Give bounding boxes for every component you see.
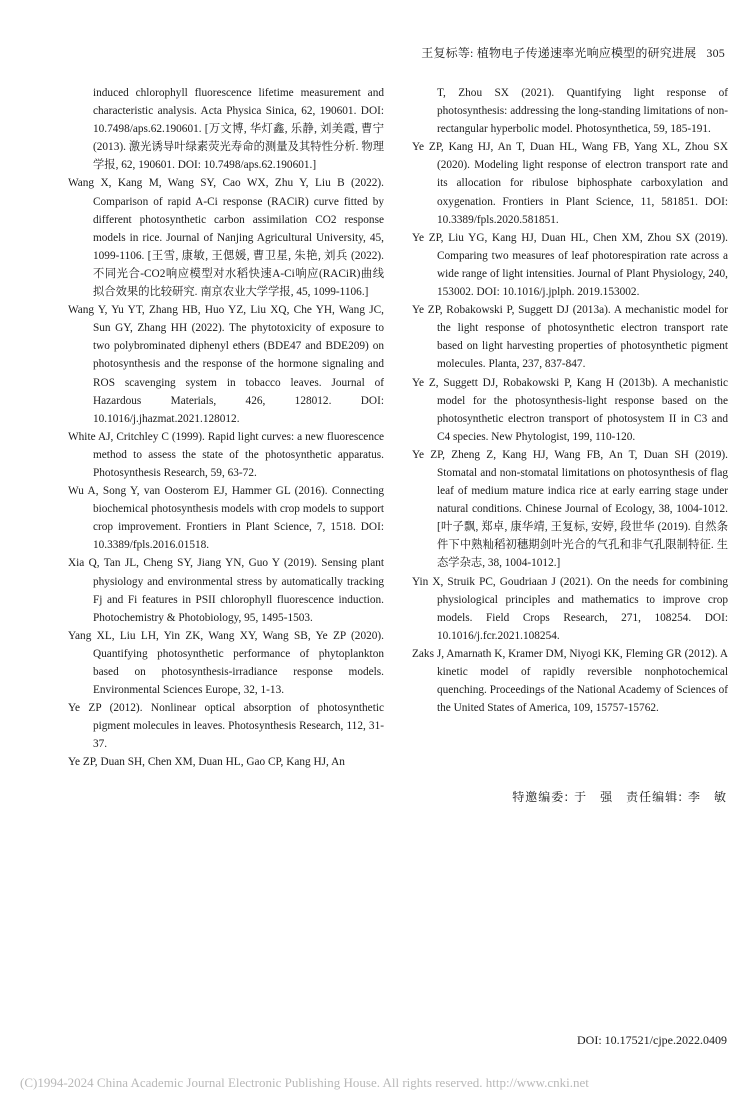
reference-item: Wu A, Song Y, van Oosterom EJ, Hammer GL (2016). Connecting biochemical photosynthesis models with crop models to support crop improvement. Frontiers in Plant Science, 7, 1518. DOI: 10.3389/fpls.2016.01518. — [68, 485, 384, 552]
reference-item: Wang Y, Yu YT, Zhang HB, Huo YZ, Liu XQ, Che YH, Wang JC, Sun GY, Zhang HH (2022). The phytotoxicity of exposure to two polybrominated diphenyl ethers (BDE47 and BDE209) on photosynthesis and the response of the hormone signaling and ROS scavenging system in tobacco leaves. Journal of Hazardous Materials, 426, 128012. DOI: 10.1016/j.jhazmat.2021.128012. — [68, 304, 384, 425]
references-right-column — [412, 84, 728, 717]
reference-item: Yang XL, Liu LH, Yin ZK, Wang XY, Wang SB, Ye ZP (2020). Quantifying photosynthetic performance of phytoplankton based on photosynthesis-irradiance response models. Environmental Sciences Europe, 32, 1-13. — [68, 629, 384, 697]
page-number: 305 — [706, 46, 725, 60]
running-title: 王复标等: 植物电子传递速率光响应模型的研究进展 — [421, 46, 697, 60]
reference-item: White AJ, Critchley C (1999). Rapid light curves: a new fluorescence method to assess the state of the photosynthetic apparatus. Photosynthesis Research, 59, 63-72. — [68, 430, 384, 479]
reference-item: induced chlorophyll fluorescence lifetime measurement and characteristic analysis. Acta Physica Sinica, 62, 190601. DOI: 10.7498/aps.62.190601. [万文博, 华灯鑫, 乐静, 刘美霞, 曹宁 (2013). 激光诱导叶绿素荧光寿命的测量及其特性分析. 物理学报, 62, 190601. DOI: 10.7498/aps.62.190601.] — [93, 87, 384, 172]
references-left-column — [68, 84, 384, 772]
reference-item: Ye ZP, Zheng Z, Kang HJ, Wang FB, An T, Duan SH (2019). Stomatal and non-stomatal limitations on photosynthesis of flag leaf of medium mature indica rice at early earring stage under natural conditions. Chinese Journal of Ecology, 38, 1004-1012. [叶子飘, 郑卓, 康华靖, 王复标, 安婷, 段世华 (2019). 自然条件下中熟籼稻初穗期剑叶光合的气孔和非气孔限制特征. 生态学杂志, 38, 1004-1012.] — [412, 448, 728, 570]
reference-item: T, Zhou SX (2021). Quantifying light response of photosynthesis: addressing the long-standing limitations of non-rectangular hyperbolic model. Photosynthetica, 59, 185-191. — [437, 87, 728, 136]
running-header — [421, 44, 725, 61]
reference-item: Ye Z, Suggett DJ, Robakowski P, Kang H (2013b). A mechanistic model for the photosynthesis-light response based on the photosynthetic electron transport of photosystem II in C3 and C4 species. New Phytologist, 199, 110-120. — [412, 376, 728, 443]
reference-item: Ye ZP, Liu YG, Kang HJ, Duan HL, Chen XM, Zhou SX (2019). Comparing two measures of leaf photorespiration rate across a wide range of light intensities. Journal of Plant Physiology, 240, 153002. DOI: 10.1016/j.jplph. 2019.153002. — [412, 231, 728, 299]
editor-credits: 特邀编委: 于 强 责任编辑: 李 敏 — [512, 790, 727, 804]
reference-item: Ye ZP, Duan SH, Chen XM, Duan HL, Gao CP, Kang HJ, An — [68, 756, 345, 769]
reference-item: Ye ZP (2012). Nonlinear optical absorption of photosynthetic pigment molecules in leaves. Photosynthesis Research, 112, 31-37. — [68, 702, 384, 751]
reference-item: Wang X, Kang M, Wang SY, Cao WX, Zhu Y, Liu B (2022). Comparison of rapid A-Ci response (RACiR) curve fitted by different photosynthetic carbon assimilation CO2 response models in rice. Journal of Nanjing Agricultural University, 45, 1099-1106. [王雪, 康敏, 王偲媛, 曹卫星, 朱艳, 刘兵 (2022). 不同光合-CO2响应模型对水稻快速A-Ci响应(RACiR)曲线拟合效果的比较研究. 南京农业大学学报, 45, 1099-1106.] — [68, 177, 384, 299]
reference-item: Xia Q, Tan JL, Cheng SY, Jiang YN, Guo Y (2019). Sensing plant physiology and environmental stress by automatically tracking Fj and Fi features in PSII chlorophyll fluorescence induction. Photochemistry & Photobiology, 95, 1495-1503. — [68, 557, 384, 624]
reference-item: Zaks J, Amarnath K, Kramer DM, Niyogi KK, Fleming GR (2012). A kinetic model of rapidly reversible nonphotochemical quenching. Proceedings of the National Academy of Sciences of the United States of America, 109, 15757-15762. — [412, 647, 728, 715]
article-doi: DOI: 10.17521/cjpe.2022.0409 — [577, 1033, 727, 1047]
reference-item: Ye ZP, Kang HJ, An T, Duan HL, Wang FB, Yang XL, Zhou SX (2020). Modeling light response of electron transport rate and its allocation for ribulose biphosphate carboxylation and oxygenation. Frontiers in Plant Science, 11, 581851. DOI: 10.3389/fpls.2020.581851. — [412, 141, 728, 226]
reference-item: Yin X, Struik PC, Goudriaan J (2021). On the needs for combining physiological principles and mathematics to improve crop models. Field Crops Research, 271, 108254. DOI: 10.1016/j.fcr.2021.108254. — [412, 575, 728, 642]
reference-item: Ye ZP, Robakowski P, Suggett DJ (2013a). A mechanistic model for the light response of photosynthetic electron transport rate based on light harvesting properties of photosynthetic pigment molecules. Planta, 237, 837-847. — [412, 304, 728, 371]
copyright-watermark: (C)1994-2024 China Academic Journal Electronic Publishing House. All rights reserved. http://www.cnki.net — [20, 1075, 589, 1090]
